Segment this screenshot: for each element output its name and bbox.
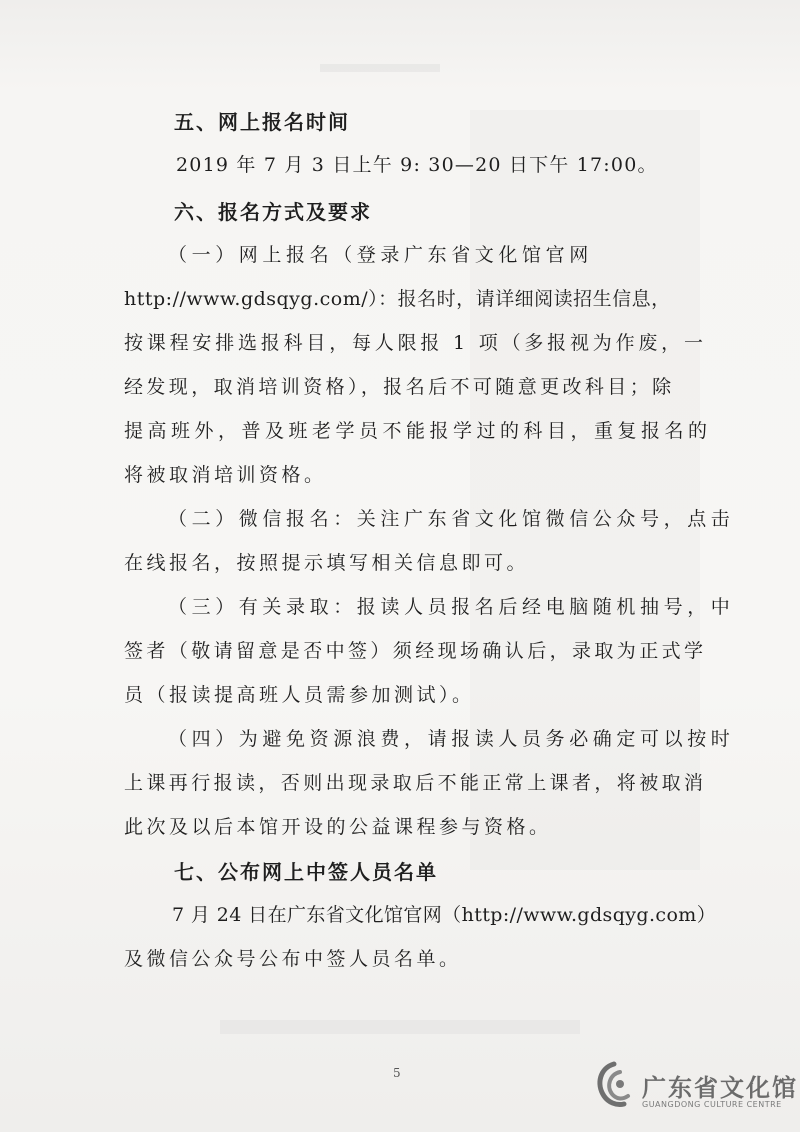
sec7-line: 及微信公众号公布中签人员名单。: [124, 948, 462, 970]
sec6-p2-line: 在线报名，按照提示填写相关信息即可。: [124, 552, 530, 574]
bleed-through-table: [470, 110, 700, 870]
sec6-p3-line: 员（报读提高班人员需参加测试）。: [124, 684, 475, 706]
section5-line: 2019 年 7 月 3 日上午 9: 30—20 日下午 17:00。: [176, 154, 658, 176]
sec7-line: 7 月 24 日在广东省文化馆官网（http://www.gdsqyg.com）: [172, 904, 717, 926]
sec6-p1-line: http://www.gdsqyg.com/）：报名时，请详细阅读招生信息，: [124, 288, 671, 310]
logo-name: 广东省文化馆: [642, 1074, 798, 1102]
sec6-p4-line: 此次及以后本馆开设的公益课程参与资格。: [124, 816, 552, 838]
sec6-p1-line: 经发现，取消培训资格），报名后不可随意更改科目；除: [124, 376, 675, 398]
section7-title: 七、公布网上中签人员名单: [174, 860, 438, 884]
sec6-p1-line: 将被取消培训资格。: [124, 464, 327, 486]
bleed-through-bottom: [220, 1020, 580, 1034]
sec6-p1-line: 按课程安排选报科目，每人限报 1 项（多报视为作废，一: [124, 332, 707, 354]
sec6-p3-line: （三）有关录取：报读人员报名后经电脑随机抽号，中: [168, 596, 735, 618]
sec6-p3-line: 签者（敬请留意是否中签）须经现场确认后，录取为正式学: [124, 640, 707, 662]
culture-centre-logo: [590, 1058, 798, 1122]
sec6-p1-line: 提高班外，普及班老学员不能报学过的科目，重复报名的: [124, 420, 712, 442]
sec6-p4-line: 上课再行报读，否则出现录取后不能正常上课者，将被取消: [124, 772, 707, 794]
sec6-p1-line: （一）网上报名（登录广东省文化馆官网: [168, 244, 593, 266]
logo-subtitle: GUANGDONG CULTURE CENTRE: [642, 1100, 782, 1109]
bleed-through-header: [320, 64, 440, 72]
section6-title: 六、报名方式及要求: [174, 200, 372, 224]
page-number: 5: [393, 1066, 401, 1080]
section5-title: 五、网上报名时间: [174, 110, 350, 134]
sec6-p2-line: （二）微信报名：关注广东省文化馆微信公众号，点击: [168, 508, 735, 530]
sec6-p4-line: （四）为避免资源浪费，请报读人员务必确定可以按时: [168, 728, 735, 750]
culture-centre-emblem-icon: [590, 1058, 638, 1114]
